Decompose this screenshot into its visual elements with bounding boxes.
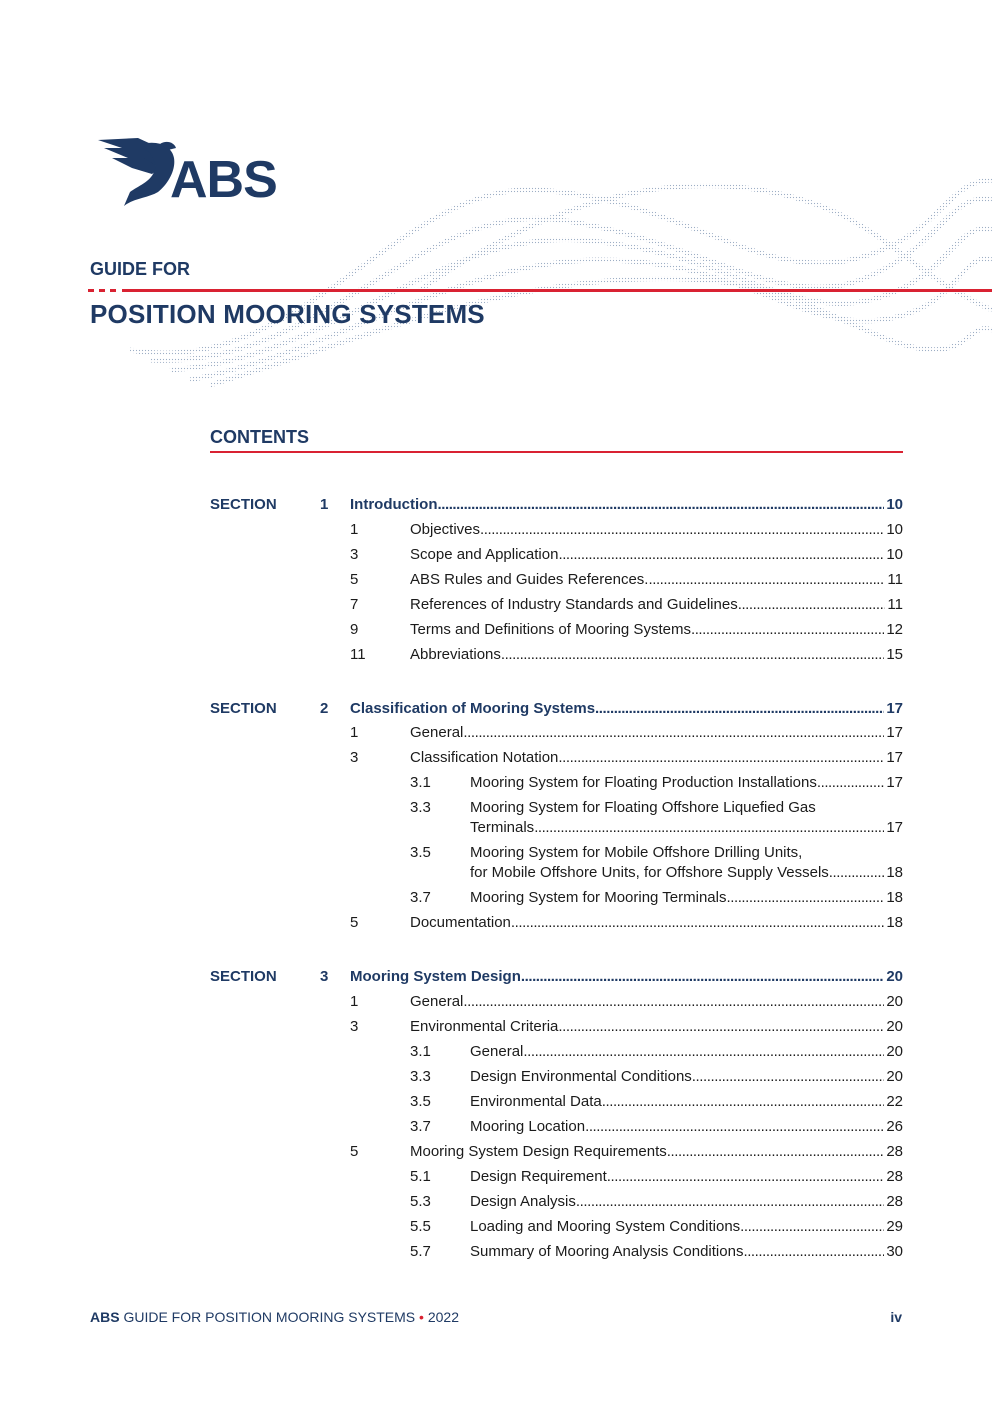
item-title: Classification Notation bbox=[410, 749, 559, 766]
item-title: Scope and Application bbox=[410, 546, 559, 563]
subitem-number: 3.7 bbox=[410, 1118, 431, 1135]
item-number: 7 bbox=[350, 596, 359, 613]
toc-entry[interactable] bbox=[410, 645, 903, 665]
subitem-number: 3.1 bbox=[410, 774, 431, 791]
page-number: 28 bbox=[886, 1143, 903, 1160]
page-number: 26 bbox=[886, 1118, 903, 1135]
subitem-title: Summary of Mooring Analysis Conditions bbox=[470, 1243, 744, 1260]
page-number: 22 bbox=[886, 1093, 903, 1110]
toc-entry[interactable] bbox=[350, 495, 903, 515]
footer-year: 2022 bbox=[427, 1309, 459, 1325]
subitem-title: Design Analysis bbox=[470, 1193, 576, 1210]
toc-entry[interactable] bbox=[350, 699, 903, 719]
page-number: 15 bbox=[886, 646, 903, 663]
page-number: 11 bbox=[887, 596, 903, 613]
subitem-title: Loading and Mooring System Conditions bbox=[470, 1218, 741, 1235]
toc-entry[interactable] bbox=[470, 1167, 903, 1187]
subitem-title: Design Requirement bbox=[470, 1168, 607, 1185]
page-number: 17 bbox=[886, 700, 903, 717]
subitem-number: 3.5 bbox=[410, 844, 431, 861]
subitem-number: 3.3 bbox=[410, 1068, 431, 1085]
item-number: 3 bbox=[350, 749, 359, 766]
item-number: 3 bbox=[350, 1018, 359, 1035]
section-label: SECTION bbox=[210, 968, 277, 985]
subitem-number: 3.7 bbox=[410, 889, 431, 906]
subitem-title: Design Environmental Conditions bbox=[470, 1068, 692, 1085]
page-number: 18 bbox=[886, 889, 903, 906]
subitem-title-cont: Terminals bbox=[470, 819, 535, 836]
item-number: 3 bbox=[350, 546, 359, 563]
item-title: Environmental Criteria bbox=[410, 1018, 559, 1035]
subitem-title: Mooring System for Floating Offshore Liquefied Gas bbox=[470, 799, 816, 816]
toc-entry[interactable] bbox=[470, 1092, 903, 1112]
toc-entry[interactable] bbox=[410, 913, 903, 933]
item-number: 1 bbox=[350, 521, 359, 538]
item-title: Mooring System Design Requirements bbox=[410, 1143, 667, 1160]
subitem-title: Mooring System for Mobile Offshore Drilling Units, bbox=[470, 844, 803, 861]
section-number: 2 bbox=[320, 700, 329, 717]
footer-brand: ABS bbox=[90, 1309, 120, 1325]
page-number: 17 bbox=[886, 724, 903, 741]
title-kicker: GUIDE FOR bbox=[90, 259, 191, 279]
item-title: Terms and Definitions of Mooring Systems bbox=[410, 621, 691, 638]
toc-entry[interactable] bbox=[410, 723, 903, 743]
toc-entry[interactable] bbox=[410, 570, 903, 590]
section-title: Mooring System Design bbox=[350, 968, 521, 985]
item-number: 5 bbox=[350, 1143, 359, 1160]
title-rule bbox=[88, 289, 992, 292]
page-number: 28 bbox=[886, 1193, 903, 1210]
subitem-number: 5.3 bbox=[410, 1193, 431, 1210]
footer-text: GUIDE FOR POSITION MOORING SYSTEMS bbox=[123, 1309, 416, 1325]
contents-rule bbox=[210, 451, 903, 453]
subitem-title-cont: for Mobile Offshore Units, for Offshore Supply Vessels bbox=[470, 864, 829, 881]
toc-entry[interactable] bbox=[470, 1042, 903, 1062]
item-number: 5 bbox=[350, 914, 359, 931]
page-number: 29 bbox=[886, 1218, 903, 1235]
toc-entry[interactable] bbox=[410, 748, 903, 768]
toc-entry[interactable] bbox=[470, 888, 903, 908]
toc-entry[interactable] bbox=[470, 1117, 903, 1137]
toc-entry[interactable] bbox=[470, 1242, 903, 1262]
page-title: POSITION MOORING SYSTEMS bbox=[90, 299, 485, 329]
subitem-title: Mooring System for Floating Production Installations bbox=[470, 774, 817, 791]
page-number: 12 bbox=[886, 621, 903, 638]
footer-bullet: • bbox=[419, 1309, 424, 1325]
toc-entry[interactable] bbox=[470, 818, 903, 838]
toc-entry[interactable] bbox=[470, 1192, 903, 1212]
subitem-title: Environmental Data bbox=[470, 1093, 602, 1110]
toc-entry[interactable] bbox=[470, 773, 903, 793]
item-title: ABS Rules and Guides References. bbox=[410, 571, 649, 588]
section-title: Introduction bbox=[350, 496, 438, 513]
page-number: 20 bbox=[886, 1068, 903, 1085]
toc-entry[interactable] bbox=[410, 1017, 903, 1037]
toc-entry[interactable] bbox=[410, 595, 903, 615]
subitem-title: Mooring System for Mooring Terminals bbox=[470, 889, 727, 906]
toc-entry[interactable] bbox=[410, 520, 903, 540]
item-number: 1 bbox=[350, 724, 359, 741]
page-number: 11 bbox=[887, 571, 903, 588]
subitem-title: Mooring Location bbox=[470, 1118, 586, 1135]
item-title: Documentation bbox=[410, 914, 511, 931]
subitem-number: 5.5 bbox=[410, 1218, 431, 1235]
item-number: 1 bbox=[350, 993, 359, 1010]
subitem-title: General bbox=[470, 1043, 524, 1060]
item-title: General bbox=[410, 993, 464, 1010]
page-number: 20 bbox=[886, 993, 903, 1010]
page-number: 18 bbox=[886, 914, 903, 931]
section-number: 3 bbox=[320, 968, 329, 985]
subitem-number: 5.7 bbox=[410, 1243, 431, 1260]
subitem-number: 3.3 bbox=[410, 799, 431, 816]
subitem-number: 3.5 bbox=[410, 1093, 431, 1110]
page-number: 17 bbox=[886, 819, 903, 836]
item-title: General bbox=[410, 724, 464, 741]
toc-entry[interactable] bbox=[350, 967, 903, 987]
page-number: 18 bbox=[886, 864, 903, 881]
footer bbox=[90, 1309, 459, 1325]
item-title: Objectives bbox=[410, 521, 481, 538]
page-number-footer: iv bbox=[890, 1309, 902, 1325]
page-number: 28 bbox=[886, 1168, 903, 1185]
page-number: 20 bbox=[886, 1018, 903, 1035]
section-title: Classification of Mooring Systems bbox=[350, 700, 596, 717]
page-number: 10 bbox=[886, 496, 903, 513]
toc-entry[interactable] bbox=[410, 1142, 903, 1162]
page-number: 10 bbox=[886, 546, 903, 563]
contents-heading: CONTENTS bbox=[210, 427, 309, 447]
subitem-number: 3.1 bbox=[410, 1043, 431, 1060]
toc-entry[interactable] bbox=[470, 863, 903, 883]
toc-entry[interactable] bbox=[470, 1067, 903, 1087]
item-number: 5 bbox=[350, 571, 359, 588]
subitem-number: 5.1 bbox=[410, 1168, 431, 1185]
item-number: 11 bbox=[350, 646, 366, 663]
item-title: References of Industry Standards and Guidelines bbox=[410, 596, 738, 613]
page-number: 20 bbox=[886, 968, 903, 985]
section-number: 1 bbox=[320, 496, 329, 513]
page-number: 30 bbox=[886, 1243, 903, 1260]
item-title: Abbreviations bbox=[410, 646, 501, 663]
item-number: 9 bbox=[350, 621, 359, 638]
toc-entry[interactable] bbox=[410, 545, 903, 565]
toc-entry[interactable] bbox=[470, 1217, 903, 1237]
page-number: 17 bbox=[886, 749, 903, 766]
abs-logo-text: ABS bbox=[170, 151, 277, 209]
page-number: 10 bbox=[886, 521, 903, 538]
page-number: 17 bbox=[886, 774, 903, 791]
section-label: SECTION bbox=[210, 496, 277, 513]
section-label: SECTION bbox=[210, 700, 277, 717]
toc-entry[interactable] bbox=[410, 992, 903, 1012]
toc-entry[interactable] bbox=[410, 620, 903, 640]
page-number: 20 bbox=[886, 1043, 903, 1060]
